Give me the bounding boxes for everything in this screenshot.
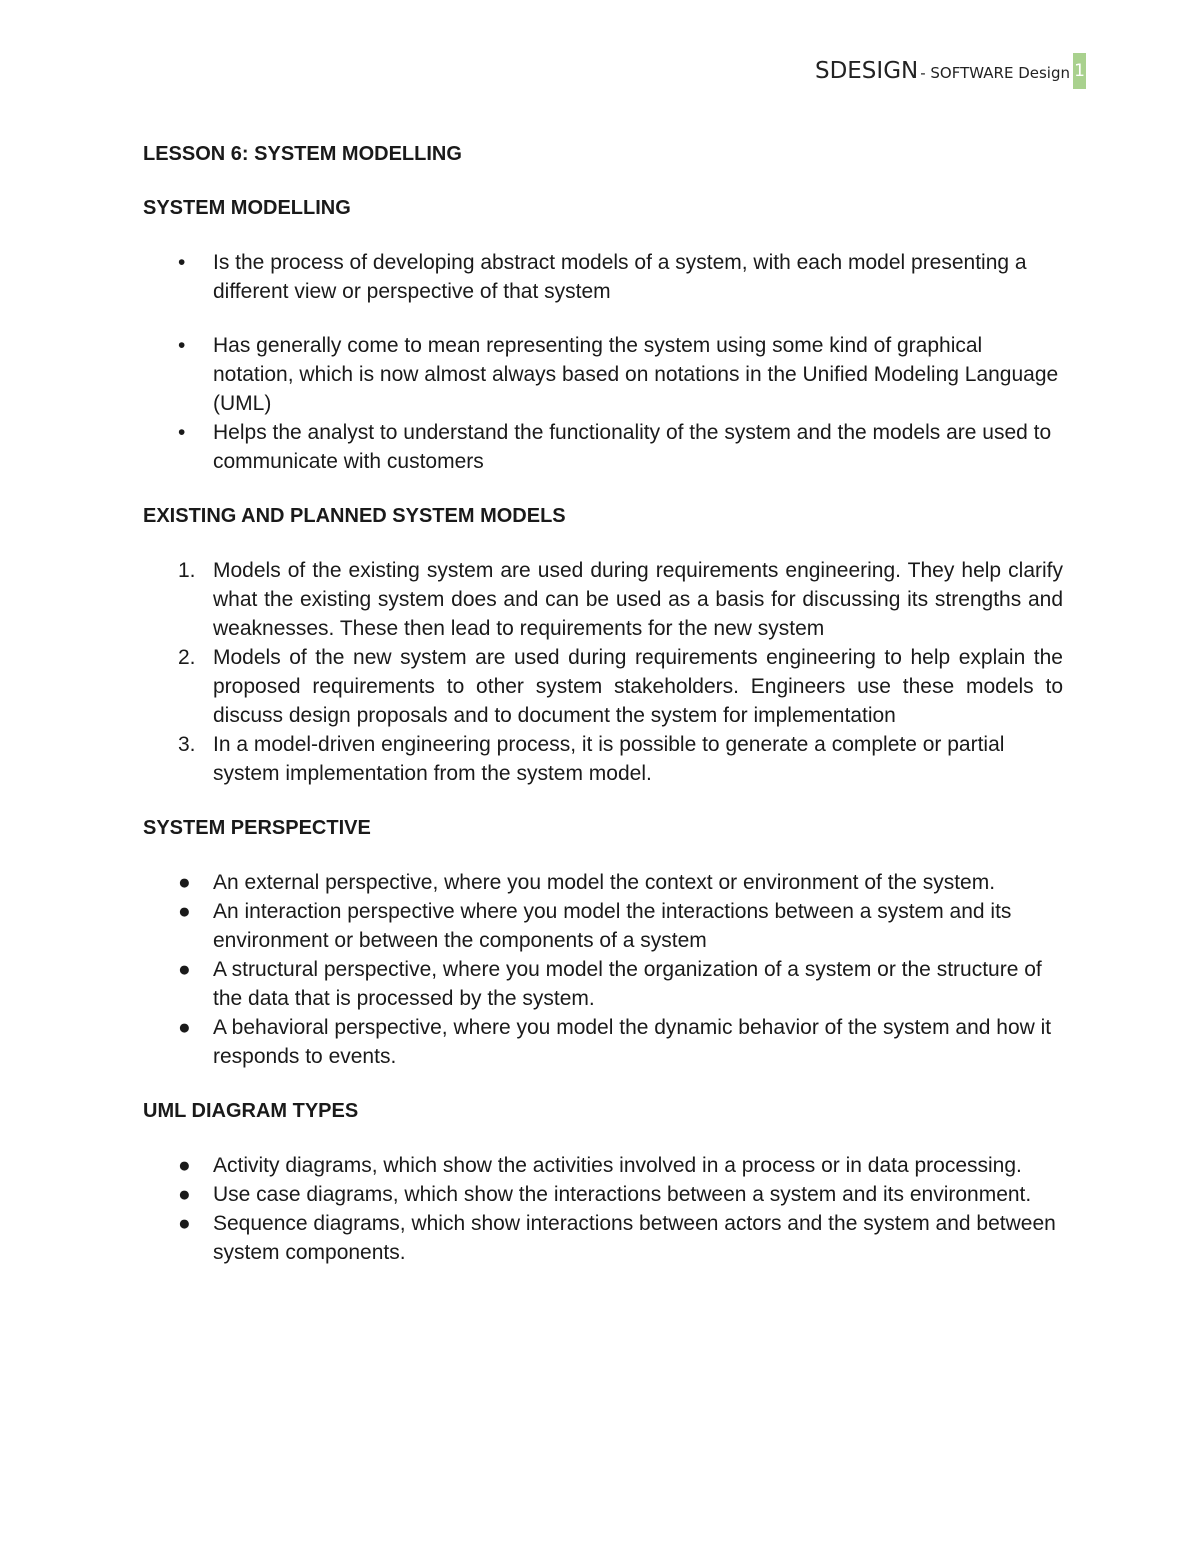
list-number: 3. bbox=[178, 733, 196, 756]
list-item: • Is the process of developing abstract models of a system, with each model presenting a different view or perspective of that system bbox=[178, 248, 1063, 306]
section-heading-system-modelling: SYSTEM MODELLING bbox=[143, 197, 351, 219]
course-name: - SOFTWARE Design bbox=[920, 64, 1070, 82]
course-code: SDESIGN bbox=[814, 58, 919, 84]
list-item: ● An external perspective, where you model the context or environment of the system. bbox=[178, 868, 1063, 897]
list-item: ● A structural perspective, where you model the organization of a system or the structure of the data that is processed by the system. bbox=[178, 955, 1063, 1013]
bullet-icon: ● bbox=[178, 1183, 191, 1206]
list-item: • Has generally come to mean representing the system using some kind of graphical notation, which is now almost always based on notations in the Unified Modeling Language (UML) bbox=[178, 331, 1063, 418]
list-item: • Helps the analyst to understand the functionality of the system and the models are used to communicate with customers bbox=[178, 418, 1063, 476]
list-item: 3. In a model-driven engineering process, it is possible to generate a complete or partial system implementation from the system model. bbox=[178, 730, 1063, 788]
list-number: 2. bbox=[178, 646, 196, 669]
list-item: ● A behavioral perspective, where you model the dynamic behavior of the system and how it responds to events. bbox=[178, 1013, 1063, 1071]
existing-planned-list bbox=[178, 556, 1063, 788]
list-item: ● Activity diagrams, which show the activities involved in a process or in data processing. bbox=[178, 1151, 1063, 1180]
list-item: 1. Models of the existing system are used during requirements engineering. They help clarify what the existing system does and can be used as a basis for discussing its strengths and weaknesses. These then lead to requirements for the new system bbox=[178, 556, 1063, 643]
list-item: ● Sequence diagrams, which show interactions between actors and the system and between system components. bbox=[178, 1209, 1063, 1267]
bullet-icon: • bbox=[178, 334, 186, 357]
bullet-icon: ● bbox=[178, 1016, 191, 1039]
list-item: 2. Models of the new system are used during requirements engineering to help explain the proposed requirements to other system stakeholders. Engineers use these models to discuss design proposals and to document the system for implementation bbox=[178, 643, 1063, 730]
list-item: ● Use case diagrams, which show the interactions between a system and its environment. bbox=[178, 1180, 1063, 1209]
list-number: 1. bbox=[178, 559, 196, 582]
uml-types-list bbox=[178, 1151, 1063, 1267]
lesson-title: LESSON 6: SYSTEM MODELLING bbox=[143, 143, 462, 165]
section-heading-uml-types: UML DIAGRAM TYPES bbox=[143, 1100, 359, 1122]
section-heading-existing-planned: EXISTING AND PLANNED SYSTEM MODELS bbox=[143, 505, 566, 527]
bullet-icon: • bbox=[178, 421, 186, 444]
bullet-icon: • bbox=[178, 251, 186, 274]
system-modelling-list bbox=[178, 248, 1063, 306]
list-item: ● An interaction perspective where you model the interactions between a system and its environment or between the components of a system bbox=[178, 897, 1063, 955]
bullet-icon: ● bbox=[178, 1154, 191, 1177]
document-body bbox=[143, 140, 1063, 1267]
bullet-icon: ● bbox=[178, 958, 191, 981]
section-heading-system-perspective: SYSTEM PERSPECTIVE bbox=[143, 817, 371, 839]
bullet-icon: ● bbox=[178, 871, 191, 894]
page-number-badge: 1 bbox=[1073, 53, 1086, 89]
bullet-icon: ● bbox=[178, 900, 191, 923]
system-perspective-list bbox=[178, 868, 1063, 1071]
system-modelling-list-2 bbox=[178, 331, 1063, 476]
bullet-icon: ● bbox=[178, 1212, 191, 1235]
page-header bbox=[815, 54, 1086, 88]
